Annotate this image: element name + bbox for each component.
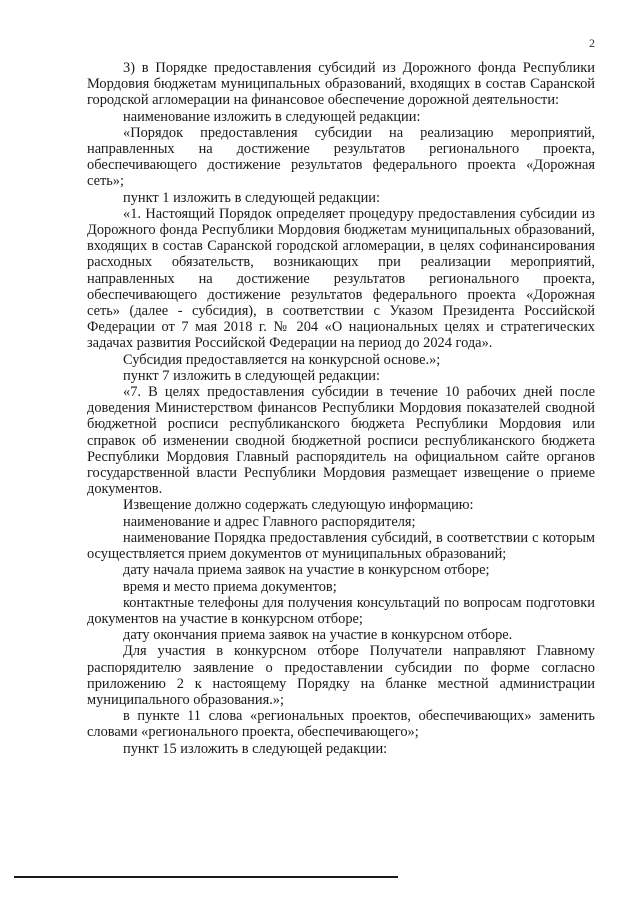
paragraph-notice-item: наименование Порядка предоставления субсидий, в соответствии с которым осуществляется прием документов от муниципальных образований; [87,529,595,563]
paragraph-clause-7-instruction: пункт 7 изложить в следующей редакции: [123,367,380,384]
paragraph-notice-item: контактные телефоны для получения консультаций по вопросам подготовки документов на участие в конкурсном отборе; [87,594,595,627]
paragraph-competitive-basis: Субсидия предоставляется на конкурсной основе.»; [123,351,441,368]
document-body [87,60,595,757]
paragraph-clause-15-instruction: пункт 15 изложить в следующей редакции: [123,740,388,757]
paragraph-notice-item: время и место приема документов; [123,578,337,595]
paragraph-title-instruction: наименование изложить в следующей редакции: [123,108,421,125]
paragraph-clause-1-text: «1. Настоящий Порядок определяет процедуру предоставления субсидии из Дорожного фонда Республики Мордовия бюджетам муниципальных образований, входящих в состав Саранской городской агломерации, в целях софинансирования расходных обязательств, возникающих при реализации мероприятий, направленных на достижение результатов регионального проекта, обеспечивающего достижение результатов федерального проекта «Дорожная сеть» (далее - субсидия), в соответствии с Указом Президента Российской Федерации от 7 мая 2018 г. № 204 «О национальных целях и стратегических задачах развития Российской Федерации на период до 2024 года». [87,205,595,352]
footer-divider [14,876,398,878]
paragraph-notice-item: наименование и адрес Главного распорядителя; [123,513,416,530]
paragraph-section-3-intro: 3) в Порядке предоставления субсидий из Дорожного фонда Республики Мордовия бюджетам муниципальных образований, входящих в состав Саранской городской агломерации на финансовое обеспечение дорожной деятельности: [87,60,595,109]
paragraph-notice-item: дату окончания приема заявок на участие в конкурсном отборе. [123,627,513,644]
paragraph-clause-1-instruction: пункт 1 изложить в следующей редакции: [123,189,380,206]
paragraph-notice-contents: Извещение должно содержать следующую информацию: [123,497,474,514]
paragraph-clause-11-change: в пункте 11 слова «региональных проектов, обеспечивающих» заменить словами «регионального проекта, обеспечивающего»; [87,708,595,741]
page-number: 2 [589,36,595,50]
paragraph-new-title: «Порядок предоставления субсидии на реализацию мероприятий, направленных на достижение результатов регионального проекта, обеспечивающего достижение результатов федерального проекта «Дорожная сеть»; [87,124,595,190]
paragraph-clause-7-text: «7. В целях предоставления субсидии в течение 10 рабочих дней после доведения Министерством финансов Республики Мордовия показателей сводной бюджетной росписи республиканского бюджета Республики Мордовия или справок об изменении сводной бюджетной росписи республиканского бюджета Республики Мордовия Главный распорядитель на официальном сайте органов государственной власти Республики Мордовия размещает извещение о приеме документов. [87,384,595,498]
paragraph-notice-item: дату начала приема заявок на участие в конкурсном отборе; [123,562,490,579]
paragraph-application: Для участия в конкурсном отборе Получатели направляют Главному распорядителю заявление о предоставлении субсидии по форме согласно приложению 2 к настоящему Порядку на бланке местной администрации муниципального образования.»; [87,643,595,708]
